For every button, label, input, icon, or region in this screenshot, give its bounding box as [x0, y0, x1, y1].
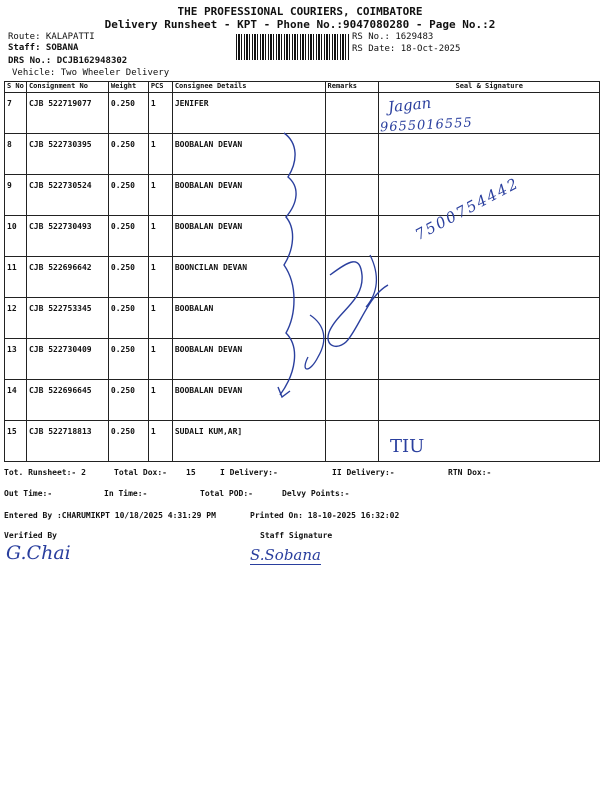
staff-handwritten-signature: S.Sobana [250, 546, 321, 564]
out-time: Out Time:- [4, 489, 53, 498]
i-delivery: I Delivery:- [220, 468, 278, 477]
table-row: 7 CJB 522719077 0.250 1 JENIFER [5, 93, 600, 134]
barcode [236, 34, 350, 60]
staff-label: Staff: SOBANA [8, 43, 79, 53]
handwritten-name: Jagan [387, 93, 432, 117]
verified-by-label: Verified By [4, 531, 57, 540]
signature-scribble [270, 125, 410, 410]
delvy-points: Delvy Points:- [282, 489, 350, 498]
rs-number: RS No.: 1629483 [352, 32, 434, 42]
in-time: In Time:- [104, 489, 148, 498]
col-signature: Seal & Signature [379, 82, 600, 93]
col-pcs: PCS [148, 82, 172, 93]
rtn-dox: RTN Dox:- [448, 468, 492, 477]
table-row: 14 CJB 522696645 0.250 1 BOOBALAN DEVAN [5, 380, 600, 421]
vehicle-label: Vehicle: Two Wheeler Delivery [12, 68, 170, 78]
table-header-row [5, 82, 600, 93]
handwritten-group-phone: 7500754442 [412, 173, 523, 244]
handwritten-note: TIU [390, 436, 425, 457]
rs-date: RS Date: 18-Oct-2025 [352, 44, 461, 54]
staff-signature-label: Staff Signature [260, 531, 333, 540]
col-remarks: Remarks [325, 82, 379, 93]
company-title: THE PROFESSIONAL COURIERS, COIMBATORE [177, 5, 423, 18]
col-weight: Weight [108, 82, 148, 93]
table-row: 15 CJB 522718813 0.250 1 SUDALI KUM,AR] [5, 421, 600, 462]
total-dox-value: 15 [186, 468, 196, 477]
total-dox-label: Total Dox:- [114, 468, 167, 477]
table-row: 9 CJB 522730524 0.250 1 BOOBALAN DEVAN [5, 175, 600, 216]
tot-runsheet: Tot. Runsheet:- 2 [4, 468, 86, 477]
col-consignment: Consignment No [26, 82, 108, 93]
verifier-signature: G.Chai [6, 542, 71, 564]
col-consignee: Consignee Details [172, 82, 325, 93]
table-row: 10 CJB 522730493 0.250 1 BOOBALAN DEVAN [5, 216, 600, 257]
table-row: 8 CJB 522730395 0.250 1 BOOBALAN DEVAN [5, 134, 600, 175]
col-sno: S No [5, 82, 27, 93]
table-row: 13 CJB 522730409 0.250 1 BOOBALAN DEVAN [5, 339, 600, 380]
table-row: 11 CJB 522696642 0.250 1 BOONCILAN DEVAN [5, 257, 600, 298]
total-pod: Total POD:- [200, 489, 253, 498]
runsheet-subtitle: Delivery Runsheet - KPT - Phone No.:9047080280 - Page No.:2 [104, 18, 496, 31]
route-label: Route: KALAPATTI [8, 32, 95, 42]
entered-by: Entered By :CHARUMIKPT 10/18/2025 4:31:29 PM [4, 511, 216, 520]
printed-on: Printed On: 18-10-2025 16:32:02 [250, 511, 400, 520]
table-row: 12 CJB 522753345 0.250 1 BOOBALAN [5, 298, 600, 339]
handwritten-phone: 9655016555 [379, 115, 474, 136]
drs-label: DRS No.: DCJB162948302 [8, 56, 128, 66]
ii-delivery: II Delivery:- [332, 468, 395, 477]
